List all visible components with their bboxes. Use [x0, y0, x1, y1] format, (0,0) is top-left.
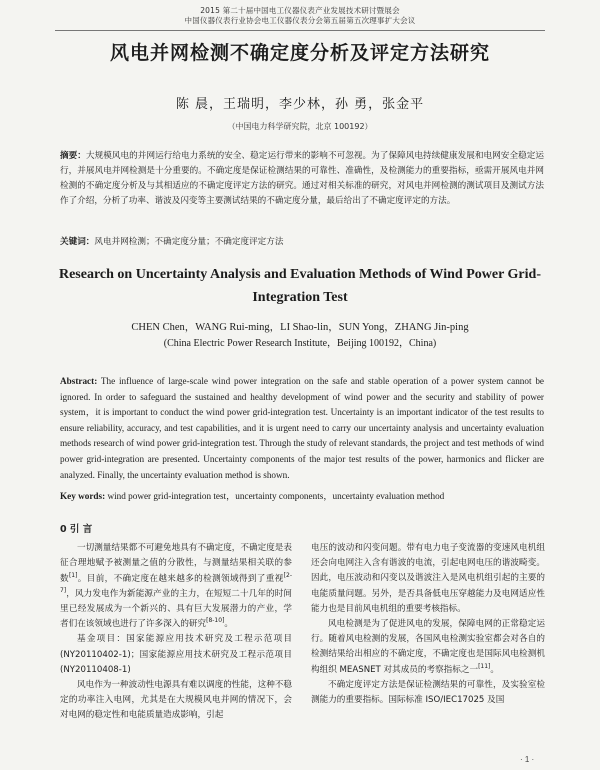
- english-keywords-text: wind power grid-integration test，uncertainty components，uncertainty evaluation method: [107, 491, 445, 501]
- intro-p1-text-a: 一切测量结果都不可避免地具有不确定度，不确定度是表征合理地赋予被测量之值的分散性，与测量结果相关联的参数: [60, 543, 292, 584]
- chinese-keywords: [60, 236, 544, 248]
- intro-p1-text-d: 。: [224, 619, 234, 630]
- citation-1: [1]: [68, 571, 78, 579]
- citation-8-10: [8-10]: [206, 617, 225, 625]
- right-column: [311, 541, 545, 708]
- chinese-abstract-label: 摘要：: [60, 151, 86, 161]
- english-authors: CHEN Chen，WANG Rui-ming，LI Shao-lin，SUN Yong，ZHANG Jin-ping: [131, 322, 469, 333]
- chinese-keywords-label: 关键词：: [60, 237, 95, 247]
- intro-paragraph-1: [60, 541, 292, 632]
- english-title: Research on Uncertainty Analysis and Evaluation Methods of Wind Power Grid-Integration Test: [58, 267, 541, 305]
- conference-header-line-1: 2015 第二十届中国电工仪器仪表产业发展技术研讨暨展会: [200, 6, 400, 15]
- page-number: · 1 ·: [520, 755, 535, 764]
- citation-11: [11]: [478, 662, 491, 670]
- chinese-abstract-text: 大规模风电的并网运行给电力系统的安全、稳定运行带来的影响不可忽视。为了保障风电持续健康发展和电网安全稳定运行，并展风电并网检测是十分重要的。不确定度是保证检测结果的可靠性、准确性，及检测能力的重要指标，亟需开展风电并网检测的不确定度分析及与其相适应的不确定度评定方法的研究。通过对相关标准的研究，对风电并网检测的测试项目及测试方法作了介绍，分析了功率、谐波及闪变等主要测试结果的不确定度分量，最后给出了不确定度评定的方法。: [60, 151, 544, 206]
- english-keywords-label: Key words:: [60, 491, 106, 501]
- intro-paragraph-2: 风电作为一种波动性电源具有难以调度的性能，这种不稳定的功率注入电网，尤其是在大规模风电并网的情况下，会对电网的稳定性和电能质量造成影响，引起: [60, 680, 292, 721]
- right-p2-text-a: 风电检测是为了促进风电的发展，保障电网的正常稳定运行。随着风电检测的发展，各国风电检测实验室都会对各自的检测结果给出相应的不确定度，不确定度也是国际风电检测机构组织 MEASNET 对其成员的考察指标之一: [311, 619, 545, 675]
- left-column: [60, 522, 292, 724]
- funding-note: 基金项目：国家能源应用技术研究及工程示范项目(NY20110402-1)；国家能源应用技术研究及工程示范项目(NY20110408-1): [60, 634, 292, 675]
- chinese-abstract: [60, 149, 544, 209]
- right-paragraph-2: [311, 617, 545, 678]
- english-abstract-text: The influence of large-scale wind power integration on the safe and stable operation of a power system cannot be ignored. In order to safeguard the sustained and healthy development of wind power and the security and stability of power system，it is important to conduct the wind power grid-integration test. Uncertainty is an important indicator of the test results to ensure reliability, accuracy, and test capabilities, and it is urgent need to carry our uncertainty analysis and uncertainty evaluation methods research of wind power grid-integration test. Through the study of relevant standards, the project and test methods of wind power grid-integration are presented. Uncertainty components of the major test results of the power, harmonics and flicker are analyzed. Finally, the uncertainty evaluation method is shown.: [60, 376, 544, 480]
- english-keywords: [60, 490, 544, 503]
- header-divider: [55, 30, 545, 31]
- conference-header: [0, 6, 600, 26]
- right-paragraph-3: 不确定度评定方法是保证检测结果的可靠性，及实验室检测能力的重要指标。国际标准 ISO/IEC17025 及国: [311, 679, 545, 706]
- intro-p1-text-b: 。目前，不确定度在越来越多的检测领域得到了重视: [77, 573, 284, 584]
- chinese-keywords-text: 风电并网检测；不确定度分量；不确定度评定方法: [94, 237, 284, 247]
- citation-2-7: [2-7]: [60, 571, 292, 594]
- intro-p1-text-c: ，风力发电作为新能源产业的主力，在短短二十几年的时间里已经发展成为一个新兴的、具有巨大发展潜力的产业，学者们在该领域也进行了许多深入的研究: [60, 588, 292, 630]
- chinese-title: 风电并网检测不确定度分析及评定方法研究: [109, 42, 490, 64]
- conference-header-line-2: 中国仪器仪表行业协会电工仪器仪表分会第五届第五次理事扩大会议: [184, 16, 416, 25]
- english-abstract-label: Abstract:: [60, 376, 98, 386]
- section-heading-introduction: 0 引 言: [60, 524, 93, 535]
- right-paragraph-1: 电压的波动和闪变问题。带有电力电子变流器的变速风电机组还会向电网注入含有谐波的电流，引起电网电压的谐波畸变。因此，电压波动和闪变以及谐波注入是风电机组引起的主要的电能质量问题。另外，是否具备低电压穿越能力及电网适应性能力也是目前风电机组的重要考核指标。: [311, 543, 545, 614]
- right-p2-text-b: 。: [490, 664, 500, 675]
- english-affiliation: (China Electric Power Research Institute，Beijing 100192，China): [163, 338, 437, 349]
- chinese-affiliation: （中国电力科学研究院，北京 100192）: [227, 122, 373, 131]
- chinese-authors: 陈 晨，王瑞明，李少林，孙 勇，张金平: [175, 97, 425, 112]
- english-abstract: [60, 374, 544, 483]
